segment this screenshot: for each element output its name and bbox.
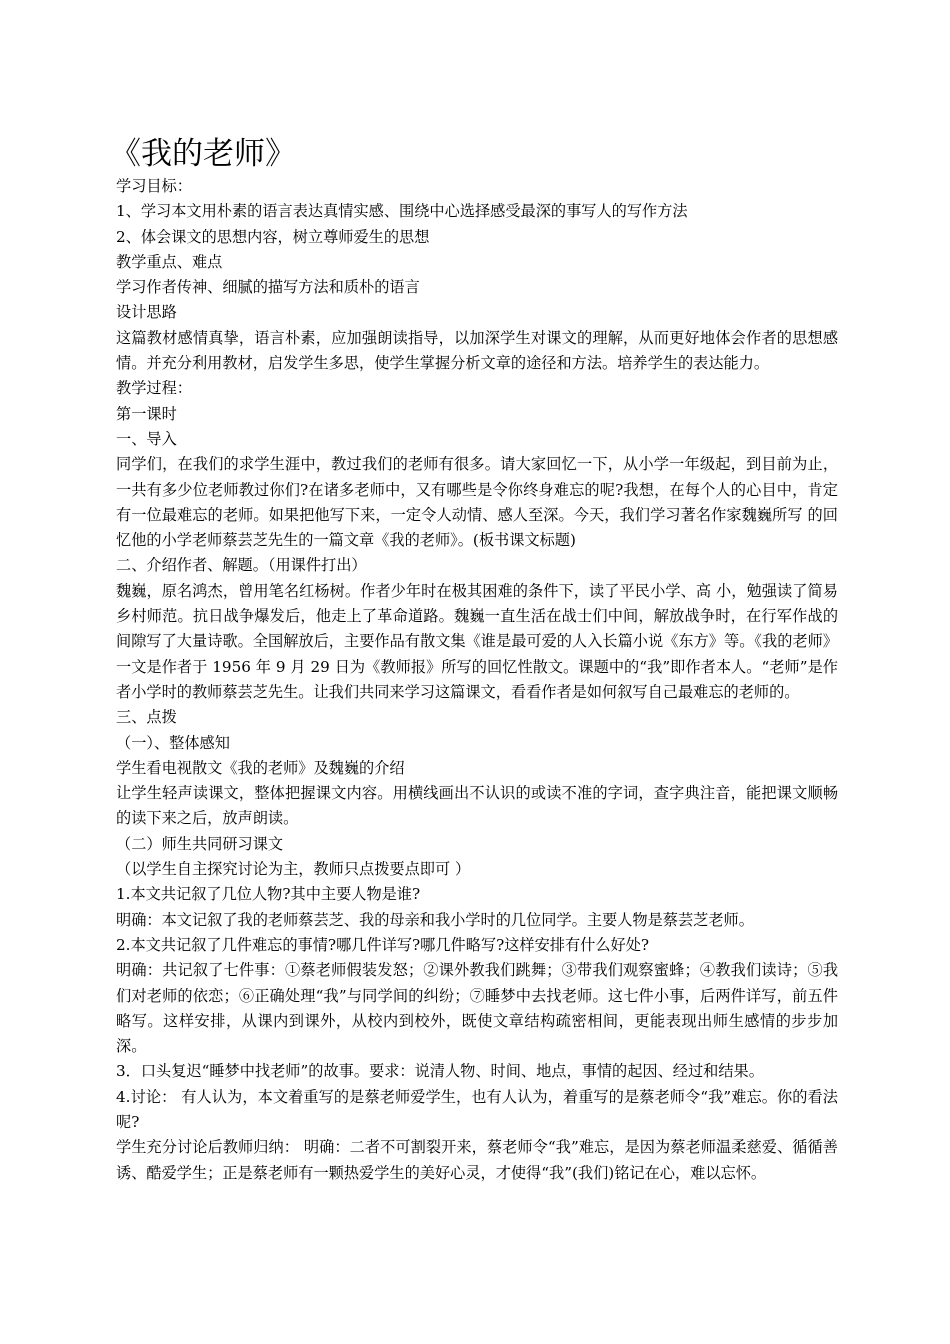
overall-heading: （一）、整体感知 [116, 733, 230, 752]
answer-1: 明确：本文记叙了我的老师蔡芸芝、我的母亲和我小学时的几位同学。主要人物是蔡芸芝老师。 [116, 910, 754, 929]
overall-text-1: 学生看电视散文《我的老师》及魏巍的介绍 [116, 758, 405, 777]
objective-2: 2、体会课文的思想内容，树立尊师爱生的思想 [116, 227, 430, 246]
process-heading: 教学过程： [116, 379, 192, 398]
question-1: 1.本文共记叙了几位人物?其中主要人物是谁? [116, 885, 421, 904]
intro-text: 同学们，在我们的求学生涯中，教过我们的老师有很多。请大家回忆一下，从小学一年级起，到目前为止，一共有多少位老师教过你们?在诸多老师中，又有哪些是令你终身难忘的呢?我想，在每个人的心目中，肯定有一位最难忘的老师。如果把他写下来，一定令人动情、感人至深。今天，我们学习著名作家魏巍所写 的回忆他的小学老师蔡芸芝先生的一篇文章《我的老师》。(板书课文标题) [116, 455, 838, 550]
objectives-heading: 学习目标： [116, 177, 192, 195]
design-text: 这篇教材感情真挚，语言朴素，应加强朗读指导，以加深学生对课文的理解，从而更好地体会作者的思想感情。并充分利用教材，启发学生多思，使学生掌握分析文章的途径和方法。培养学生的表达能力。 [116, 328, 838, 373]
question-2: 2.本文共记叙了几件难忘的事情?哪几件详写?哪几件略写?这样安排有什么好处? [116, 935, 650, 954]
lesson-one-heading: 第一课时 [116, 404, 177, 423]
question-3: 3．口头复迟“睡梦中找老师”的故事。要求：说清人物、时间、地点，事情的起因、经过和结果。 [116, 1062, 764, 1081]
answer-4: 学生充分讨论后教师归纳： 明确：二者不可割裂开来，蔡老师令“我”难忘，是因为蔡老师温柔慈爱、循循善诱、酷爱学生；正是蔡老师有一颗热爱学生的美好心灵，才使得“我”(我们)铭记在心，难以忘怀。 [116, 1138, 838, 1182]
study-heading: （二）师生共同研习课文 [116, 834, 284, 853]
author-text: 魏巍，原名鸿杰，曾用笔名红杨树。作者少年时在极其困难的条件下，读了平民小学、高 小，勉强读了简易乡村师范。抗日战争爆发后，他走上了革命道路。魏巍一直生活在战士们中间，解放战争时，在行军作战的间隙写了大量诗歌。全国解放后，主要作品有散文集《谁是最可爱的人入长篇小说《东方》等。《我的老师》一文是作者于 1956 年 9 月 29 日为《教师报》所写的回忆性散文。课题中的“我”即作者本人。“老师”是作者小学时的教师蔡芸芝先生。让我们共同来学习这篇课文，看看作者是如何叙写自己最难忘的老师的。 [116, 581, 838, 701]
guidance-heading: 三、点拨 [116, 708, 177, 727]
intro-heading: 一、导入 [116, 429, 177, 448]
answer-2: 明确：共记叙了七件事：①蔡老师假装发怒；②课外教我们跳舞；③带我们观察蜜蜂；④教我们读诗；⑤我们对老师的依恋；⑥正确处理“我”与同学间的纠纷；⑦睡梦中去找老师。这七件小事，后两件详写，前五件略写。这样安排，从课内到课外，从校内到校外，既使文章结构疏密相间，更能表现出师生感情的步步加深。 [116, 961, 838, 1056]
question-4: 4.讨论： 有人认为，本文着重写的是蔡老师爱学生，也有人认为，着重写的是蔡老师令“我”难忘。你的看法呢? [116, 1087, 838, 1131]
author-heading: 二、介绍作者、解题。（用课件打出） [116, 556, 367, 575]
objective-1: 1、学习本文用朴素的语言表达真情实感、围绕中心选择感受最深的事写人的写作方法 [116, 202, 688, 221]
document-title: 《我的老师》 [110, 136, 296, 172]
key-points-heading: 教学重点、难点 [116, 252, 223, 271]
key-points-text: 学习作者传神、细腻的描写方法和质朴的语言 [116, 278, 420, 297]
document-body [116, 174, 838, 1186]
study-note: （以学生自主探究讨论为主，教师只点拨要点即可 ） [116, 860, 471, 879]
design-heading: 设计思路 [116, 303, 177, 322]
overall-text-2: 让学生轻声读课文，整体把握课文内容。用横线画出不认识的或读不准的字词，查字典注音，能把课文顺畅的读下来之后，放声朗读。 [116, 784, 838, 828]
